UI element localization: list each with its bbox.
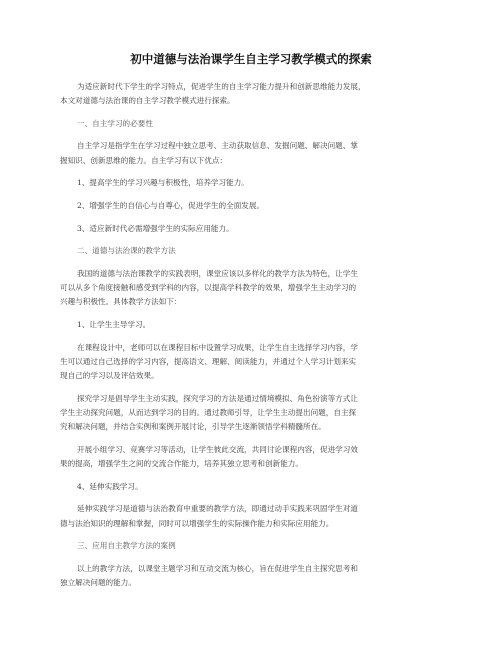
document-body — [60, 80, 450, 599]
text-line: 现自己的学习以及评估效果。 — [60, 371, 159, 381]
text-line: 1、提高学生的学习兴趣与积极性，培养学习能力。 — [77, 178, 249, 188]
paragraph — [60, 318, 450, 332]
text-line: 以上的教学方法，以课堂主题学习和互动交流为核心，旨在促进学生自主探究思考和 — [77, 563, 358, 573]
section-heading — [60, 244, 450, 258]
paragraph — [60, 341, 450, 384]
document-title: 初中道德与法治课学生自主学习教学模式的探索 — [130, 52, 372, 66]
text-line: 4、延伸实践学习。 — [77, 481, 143, 491]
text-line: 二、道德与法治课的教学方法 — [77, 246, 176, 256]
text-line: 在课程设计中，老师可以在课程目标中设置学习成果，让学生自主选择学习内容，学 — [77, 342, 358, 352]
paragraph — [60, 392, 450, 435]
text-line: 一、自主学习的必要性 — [77, 118, 153, 128]
text-line: 可以从多个角度接触和感受到学科的内容，以提高学科教学的效果，增强学生主动学习的 — [60, 283, 357, 293]
text-line: 生可以通过自己选择的学习内容，提高语文、理解、阅读能力，并通过个人学习计划来实 — [60, 356, 357, 366]
text-line: 独立解决问题的能力。 — [60, 578, 136, 588]
paragraph — [60, 443, 450, 472]
paragraph — [60, 139, 450, 168]
section-heading — [60, 117, 450, 131]
text-line: 延伸实践学习是道德与法治教育中重要的教学方法，即通过动手实践来巩固学生对道 — [77, 504, 358, 514]
paragraph — [60, 176, 450, 190]
text-line: 德与法治知识的理解和掌握，同时可以增强学生的实际操作能力和实际应用能力。 — [60, 518, 334, 528]
text-line: 兴趣与积极性。具体教学方法如下： — [60, 297, 182, 307]
text-line: 究和解决问题，并结合实例和案例开展讨论，引导学生逐渐领悟学科精髓所在。 — [60, 422, 326, 432]
paragraph — [60, 80, 450, 109]
paragraph — [60, 199, 450, 213]
paragraph — [60, 562, 450, 591]
text-line: 学生主动探究问题，从而达到学习的目的。通过教师引导，让学生主动提出问题，自主探 — [60, 408, 357, 418]
text-line: 三、应用自主教学方法的案例 — [77, 541, 176, 551]
text-line: 1、让学生主导学习。 — [77, 319, 151, 329]
paragraph — [60, 267, 450, 310]
paragraph — [60, 502, 450, 531]
paragraph — [60, 222, 450, 236]
text-line: 2、增强学生的自信心与自尊心，促进学生的全面发展。 — [77, 200, 265, 210]
text-line: 开展小组学习、竞赛学习等活动，让学生彼此交流，共同讨论课程内容，促进学习效 — [77, 444, 358, 454]
text-line: 我国的道德与法治课教学的实践表明，课堂应该以多样化的教学方法为特色，让学生 — [77, 268, 358, 278]
text-line: 握知识、创新思维的能力。自主学习有以下优点： — [60, 155, 228, 165]
text-line: 本文对道德与法治课的自主学习教学模式进行探索。 — [60, 96, 235, 106]
text-line: 自主学习是指学生在学习过程中独立思考、主动获取信息、发掘问题、解决问题、掌 — [77, 141, 358, 151]
text-line: 3、适应新时代必需增强学生的实际应用能力。 — [77, 223, 234, 233]
text-line: 为适应新时代下学生的学习特点，促进学生的自主学习能力提升和创新思维能力发展， — [77, 82, 366, 91]
text-line: 果的提高，增强学生之间的交流合作能力，培养其独立思考和创新能力。 — [60, 459, 303, 469]
section-heading — [60, 539, 450, 553]
paragraph — [60, 480, 450, 494]
text-line: 探究学习是倡导学生主动实践，探究学习的方法是通过情境模拟、角色扮演等方式让 — [77, 393, 358, 403]
